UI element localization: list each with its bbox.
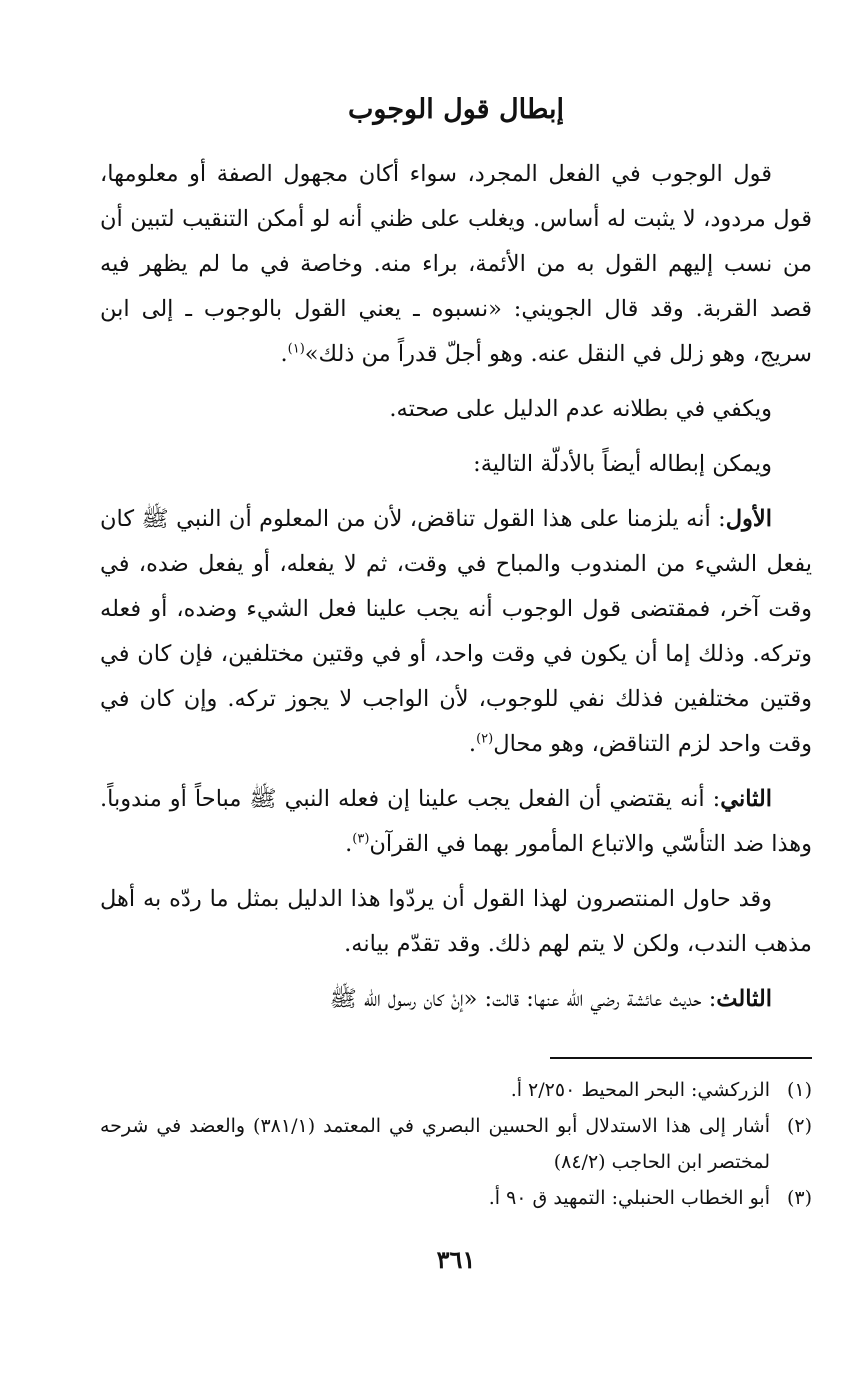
paragraph-7-lead: الثالث bbox=[716, 986, 772, 1012]
paragraph-1-text: قول الوجوب في الفعل المجرد، سواء أكان مجهول الصفة أو معلومها، قول مردود، لا يثبت له أساس. ويغلب على ظني أنه لو أمكن التنقيب لتبين أن من نسب إليهم القول به من الأئمة، براء منه. وخاصة في ما لم يظهر فيه قصد القربة. وقد قال الجويني: «نسبوه ـ يعني القول بالوجوب ـ إلى ابن سريج، وهو زلل في النقل عنه. وهو أجلّ قدراً من ذلك» bbox=[100, 161, 812, 367]
paragraph-5-text: : أنه يقتضي أن الفعل يجب علينا إن فعله النبي ﷺ مباحاً أو مندوباً. وهذا ضد التأسّي والاتباع المأمور بهما في القرآن bbox=[100, 786, 812, 857]
paragraph-5-end: . bbox=[345, 831, 353, 857]
paragraph-4-text: : أنه يلزمنا على هذا القول تناقض، لأن من المعلوم أن النبي ﷺ كان يفعل الشيء من المندوب والمباح في وقت، ثم لا يفعله، أو يفعل ضده، في وقت آخر، فمقتضى قول الوجوب أنه يجب علينا فعل الشيء وضده، أو فعله وتركه. وذلك إما أن يكون في وقت واحد، أو في وقتين مختلفين، فإن كان في وقتين مختلفين فذلك نفي للوجوب، لأن الواجب لا يجوز تركه. وإن كان في وقت واحد لزم التناقض، وهو محال bbox=[100, 506, 812, 757]
footnote-1 bbox=[100, 1072, 812, 1108]
footnote-1-number: (١) bbox=[786, 1079, 812, 1101]
footnote-ref-2: (٢) bbox=[476, 731, 494, 747]
paragraph-1 bbox=[100, 152, 812, 377]
paragraph-5 bbox=[100, 777, 812, 867]
footnote-2 bbox=[100, 1108, 812, 1180]
paragraph-2: ويكفي في بطلانه عدم الدليل على صحته. bbox=[389, 396, 772, 422]
paragraph-1-end: . bbox=[280, 341, 288, 367]
footnote-2-number: (٢) bbox=[786, 1115, 812, 1137]
footnote-3-number: (٣) bbox=[786, 1187, 812, 1209]
page-number: ٣٦١ bbox=[436, 1245, 476, 1274]
footnote-3-text: أبو الخطاب الحنبلي: التمهيد ق ٩٠ أ. bbox=[488, 1187, 770, 1209]
page-body bbox=[100, 90, 812, 1360]
footnote-ref-3: (٣) bbox=[352, 831, 370, 847]
footnote-ref-1: (١) bbox=[287, 341, 305, 357]
paragraph-7-text: : حديث عائشة رضي الله عنها: قالت: «إنْ كان رسول الله ﷺ bbox=[329, 986, 717, 1012]
paragraph-7 bbox=[100, 977, 812, 1022]
footnote-1-text: الزركشي: البحر المحيط ٢/٢٥٠ أ. bbox=[510, 1079, 770, 1101]
paragraph-5-lead: الثاني bbox=[720, 786, 772, 812]
paragraph-4-end: . bbox=[468, 731, 477, 757]
paragraph-6: وقد حاول المنتصرون لهذا القول أن يردّوا هذا الدليل بمثل ما ردّه به أهل مذهب الندب، ولكن لا يتم لهم ذلك. وقد تقدّم بيانه. bbox=[100, 886, 812, 957]
footnote-divider bbox=[550, 1057, 812, 1059]
paragraph-4-lead: الأول bbox=[725, 506, 772, 532]
paragraph-4 bbox=[100, 497, 812, 767]
paragraph-3: ويمكن إبطاله أيضاً بالأدلّة التالية: bbox=[473, 451, 772, 477]
footnote-3 bbox=[100, 1180, 812, 1216]
page-title: إبطال قول الوجوب bbox=[347, 94, 564, 125]
footnotes bbox=[100, 1072, 812, 1216]
footnote-2-text: أشار إلى هذا الاستدلال أبو الحسين البصري في المعتمد (٣٨١/١) والعضد في شرحه لمختصر ابن الحاجب (٨٤/٢) bbox=[100, 1115, 770, 1173]
